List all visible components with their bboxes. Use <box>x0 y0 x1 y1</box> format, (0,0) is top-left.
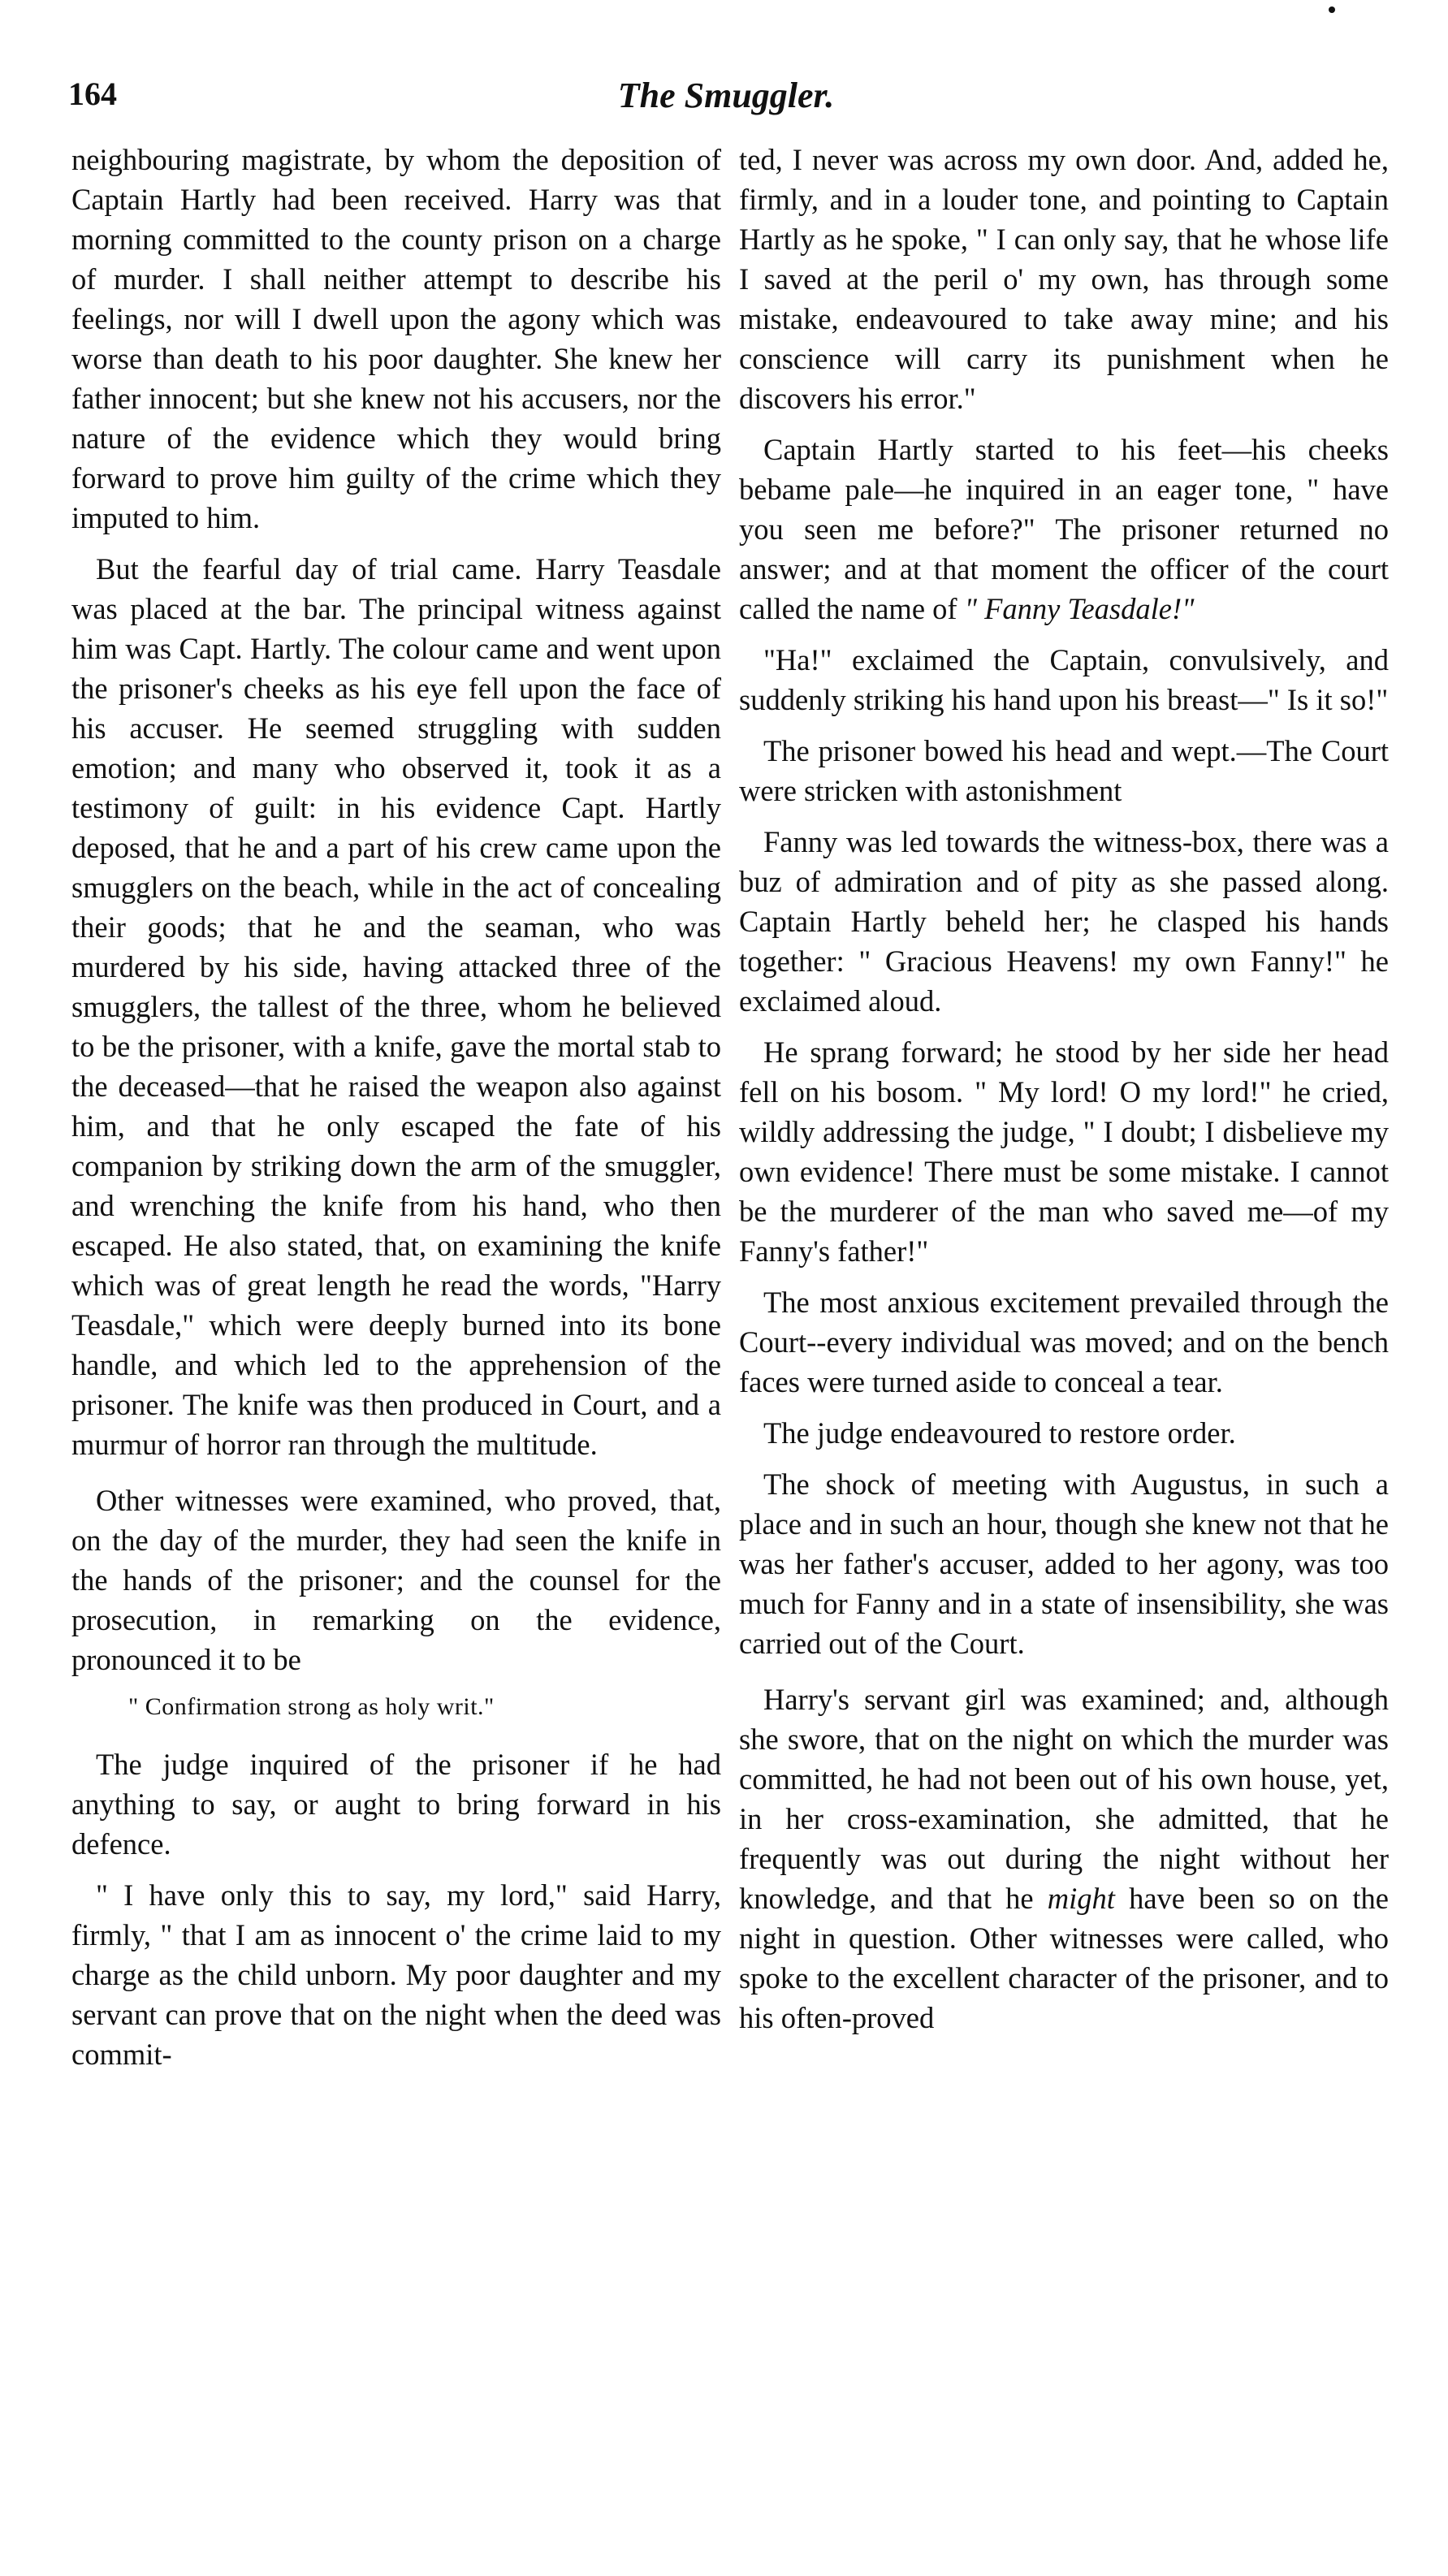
italic-word: might <box>1047 1882 1115 1915</box>
paragraph-text: Harry's servant girl was examined; and, although she swore, that on the night on which the murder was committed, he had not been out of his own house, yet, in her cross-examination, she admitted, that he frequently was out during the night without her knowledge, and that he <box>739 1683 1389 1915</box>
paragraph: The most anxious excitement prevailed through the Court--every individual was moved; and on the bench faces were turned aside to conceal a tear. <box>739 1286 1389 1398</box>
paragraph: "Ha!" exclaimed the Captain, convulsively, and suddenly striking his hand upon his breast—" Is it so!" <box>739 643 1389 716</box>
paragraph: The judge inquired of the prisoner if he had anything to say, or aught to bring forward in his defence. <box>71 1748 721 1861</box>
paragraph: Fanny was led towards the witness-box, there was a buz of admiration and of pity as she passed along. Captain Hartly beheld her; he clasped his hands together: " Gracious Heavens! my own Fanny!" he exclaimed aloud. <box>739 825 1389 1018</box>
running-title: The Smuggler. <box>617 76 835 115</box>
paragraph: The shock of meeting with Augustus, in such a place and in such an hour, though she knew not that he was her father's accuser, added to her agony, was too much for Fanny and in a state of insensibility, she was carried out of the Court. <box>739 1467 1389 1660</box>
page-header <box>68 75 1384 127</box>
paragraph <box>739 1679 1389 2038</box>
ink-speck <box>1329 6 1335 13</box>
paragraph: " I have only this to say, my lord," said Harry, firmly, " that I am as innocent o' the crime laid to my charge as the child unborn. My poor daughter and my servant can prove that on the night when the deed was commit- <box>71 1878 721 2071</box>
italic-name: " Fanny Teasdale!" <box>964 592 1195 625</box>
left-column <box>71 140 721 2085</box>
paragraph: He sprang forward; he stood by her side her head fell on his bosom. " My lord! O my lord!" he cried, wildly addressing the judge, " I doubt; I disbelieve my own evidence! There must be some mistake. I cannot be the murderer of the man who saved me—of my Fanny's father!" <box>739 1035 1389 1268</box>
paragraph-text: Captain Hartly started to his feet—his cheeks bebame pale—he inquired in an eager tone, " have you seen me before?" The prisoner returned no answer; and at that moment the officer of the court called the name of <box>739 433 1389 625</box>
paragraph: The judge endeavoured to restore order. <box>763 1416 1236 1450</box>
paragraph: Other witnesses were examined, who proved, that, on the day of the murder, they had seen the knife in the hands of the prisoner; and the counsel for the prosecution, in remarking on the evidence, pronounced it to be <box>71 1484 721 1676</box>
paragraph <box>739 430 1389 629</box>
block-quote: " Confirmation strong as holy writ." <box>128 1693 495 1720</box>
paragraph: The prisoner bowed his head and wept.—The Court were stricken with astonishment <box>739 734 1389 807</box>
paragraph-text: have been so on the night in question. Other witnesses were called, who spoke to the excellent character of the prisoner, and to his often-proved <box>739 1882 1390 2034</box>
right-column <box>739 140 1389 2049</box>
paragraph: But the fearful day of trial came. Harry Teasdale was placed at the bar. The principal witness against him was Capt. Hartly. The colour came and went upon the prisoner's cheeks as his eye fell upon the face of his accuser. He seemed struggling with sudden emotion; and many who observed it, took it as a testimony of guilt: in his evidence Capt. Hartly deposed, that he and a part of his crew came upon the smugglers on the beach, while in the act of concealing their goods; that he and the seaman, who was murdered by his side, having attacked three of the smugglers, the tallest of the three, whom he believed to be the prisoner, with a knife, gave the mortal stab to the deceased—that he raised the weapon also against him, and that he only escaped the fate of his companion by striking down the arm of the smuggler, and wrenching the knife from his hand, who then escaped. He also stated, that, on examining the knife which was of great length he read the words, "Harry Teasdale," which were deeply burned into its bone handle, and which led to the apprehension of the prisoner. The knife was then produced in Court, and a murmur of horror ran through the multitude. <box>71 552 721 1461</box>
paragraph: ted, I never was across my own door. And, added he, firmly, and in a louder tone, and pointing to Captain Hartly as he spoke, " I can only say, that he whose life I saved at the peril o' my own, has through some mistake, endeavoured to take away mine; and his conscience will carry its punishment when he discovers his error." <box>739 143 1389 415</box>
paragraph: neighbouring magistrate, by whom the deposition of Captain Hartly had been received. Harry was that morning committed to the county prison on a charge of murder. I shall neither attempt to describe his feelings, nor will I dwell upon the agony which was worse than death to his poor daughter. She knew her father innocent; but she knew not his accusers, nor the nature of the evidence which they would bring forward to prove him guilty of the crime which they imputed to him. <box>71 143 721 534</box>
page-number: 164 <box>68 76 117 112</box>
